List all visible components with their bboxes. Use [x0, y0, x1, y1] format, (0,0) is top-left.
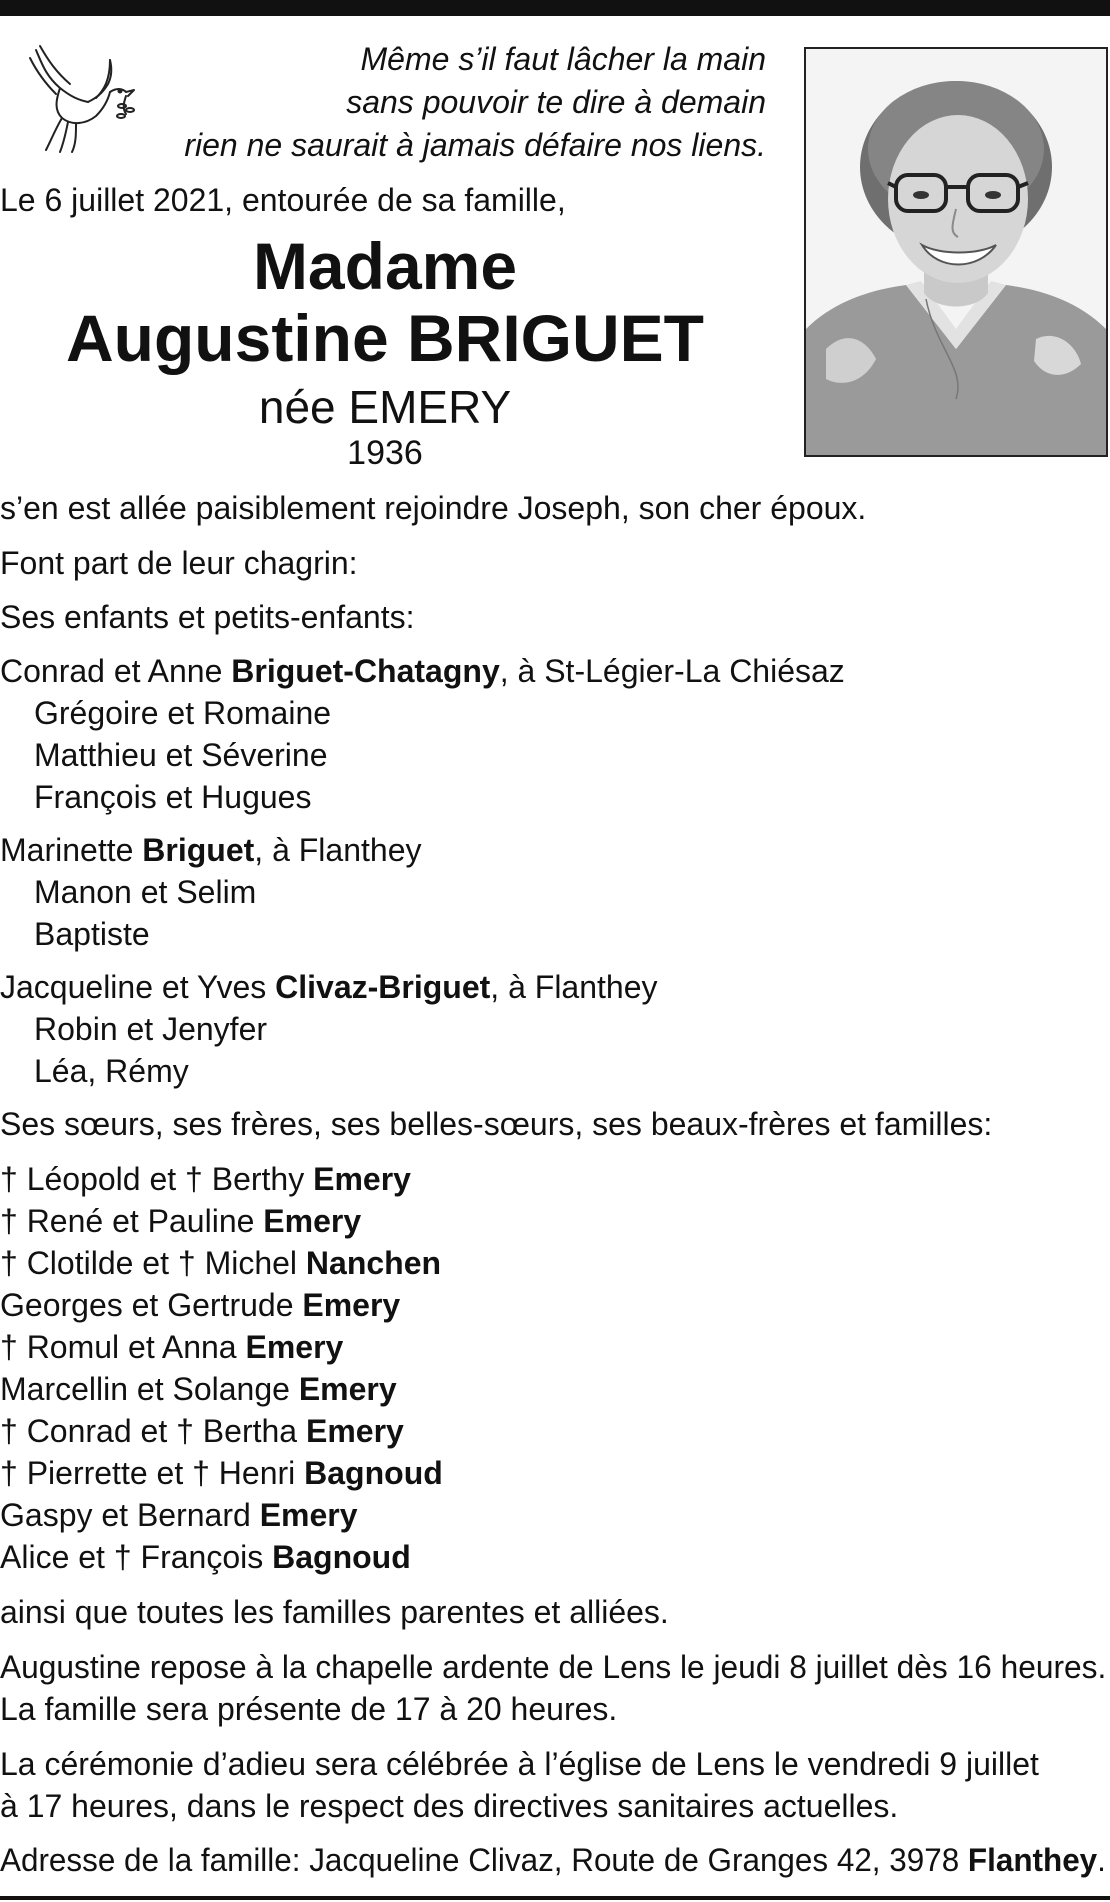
family-line: [0, 651, 845, 691]
sibling-line: [0, 1537, 411, 1577]
sibling-names: Gaspy et Bernard: [0, 1497, 260, 1533]
closing-text: ainsi que toutes les familles parentes et alliées.: [0, 1594, 669, 1630]
sibling-line: [0, 1243, 441, 1283]
sibling-surname: Emery: [305, 1413, 404, 1449]
family-surname: Clivaz-Briguet: [275, 969, 491, 1005]
announcement-text: s’en est allée paisiblement rejoindre Joseph, son cher époux.: [0, 490, 867, 526]
family-surname: Briguet-Chatagny: [231, 653, 500, 689]
family-location: , à Flanthey: [254, 832, 422, 868]
portrait-illustration: [806, 49, 1106, 455]
sibling-surname: Emery: [263, 1203, 362, 1239]
ceremony-line: à 17 heures, dans le respect des directives sanitaires actuelles.: [0, 1788, 899, 1824]
intro-line: Le 6 juillet 2021, entourée de sa famille,: [0, 182, 566, 218]
sibling-names: † René et Pauline: [0, 1203, 264, 1239]
sibling-surname: Emery: [313, 1161, 411, 1197]
sibling-names: Georges et Gertrude: [0, 1287, 303, 1323]
address-text: Adresse de la famille: Jacqueline Clivaz, Route de Granges 42, 3978: [0, 1842, 968, 1878]
sibling-line: [0, 1411, 404, 1451]
grandchild-line: Manon et Selim: [34, 874, 257, 910]
sibling-line: [0, 1495, 358, 1535]
sibling-surname: Bagnoud: [304, 1455, 443, 1491]
family-surname: Briguet: [142, 832, 255, 868]
sibling-names: † Léopold et † Berthy: [0, 1161, 314, 1197]
sibling-surname: Emery: [298, 1371, 397, 1407]
family-line: [0, 967, 658, 1007]
sibling-names: † Romul et Anna: [0, 1329, 246, 1365]
family-first-names: Marinette: [0, 832, 143, 868]
dove-icon: [26, 44, 142, 156]
birth-year: 1936: [347, 434, 423, 472]
grandchild-line: François et Hugues: [34, 779, 312, 815]
chapel-line: Augustine repose à la chapelle ardente de Lens le jeudi 8 juillet dès 16 heures.: [0, 1649, 1107, 1685]
sibling-line: [0, 1453, 443, 1493]
family-address: [0, 1840, 1106, 1880]
grandchild-line: Robin et Jenyfer: [34, 1011, 268, 1047]
font-part-text: Font part de leur chagrin:: [0, 545, 358, 581]
sibling-surname: Nanchen: [305, 1245, 442, 1281]
family-location: , à St-Légier-La Chiésaz: [499, 653, 845, 689]
grandchild-line: Léa, Rémy: [34, 1053, 189, 1089]
family-line: [0, 830, 421, 870]
sibling-line: [0, 1369, 397, 1409]
sibling-surname: Emery: [259, 1497, 358, 1533]
portrait-photo: [804, 47, 1108, 457]
sibling-names: † Clotilde et † Michel: [0, 1245, 306, 1281]
poem-line: Même s’il faut lâcher la main: [360, 41, 766, 77]
grandchild-line: Matthieu et Séverine: [34, 737, 328, 773]
sibling-line: [0, 1327, 343, 1367]
sibling-names: † Pierrette et † Henri: [0, 1455, 305, 1491]
top-rule: [0, 0, 1110, 16]
sibling-surname: Bagnoud: [272, 1539, 411, 1575]
poem-line: sans pouvoir te dire à demain: [346, 84, 766, 120]
children-heading: Ses enfants et petits-enfants:: [0, 599, 415, 635]
family-first-names: Conrad et Anne: [0, 653, 232, 689]
sibling-names: † Conrad et † Bertha: [0, 1413, 306, 1449]
sibling-line: [0, 1159, 411, 1199]
family-first-names: Jacqueline et Yves: [0, 969, 276, 1005]
poem: [184, 38, 766, 167]
siblings-heading: Ses sœurs, ses frères, ses belles-sœurs, ses beaux-frères et familles:: [0, 1106, 993, 1142]
grandchild-line: Baptiste: [34, 916, 150, 952]
grandchild-line: Grégoire et Romaine: [34, 695, 332, 731]
maiden-name: née EMERY: [258, 381, 512, 433]
address-period: .: [1097, 1842, 1106, 1878]
ceremony-line: La cérémonie d’adieu sera célébrée à l’église de Lens le vendredi 9 juillet: [0, 1746, 1039, 1782]
sibling-surname: Emery: [302, 1287, 401, 1323]
sibling-line: [0, 1201, 361, 1241]
sibling-names: Alice et † François: [0, 1539, 273, 1575]
poem-line: rien ne saurait à jamais défaire nos liens.: [184, 127, 766, 163]
address-town: Flanthey: [967, 1842, 1098, 1878]
sibling-line: [0, 1285, 400, 1325]
family-location: , à Flanthey: [490, 969, 658, 1005]
sibling-names: Marcellin et Solange: [0, 1371, 299, 1407]
chapel-line: La famille sera présente de 17 à 20 heures.: [0, 1691, 618, 1727]
sibling-surname: Emery: [245, 1329, 344, 1365]
deceased-title: Madame: [252, 229, 518, 303]
bottom-rule: [0, 1896, 1110, 1900]
deceased-name: Augustine BRIGUET: [66, 301, 704, 375]
